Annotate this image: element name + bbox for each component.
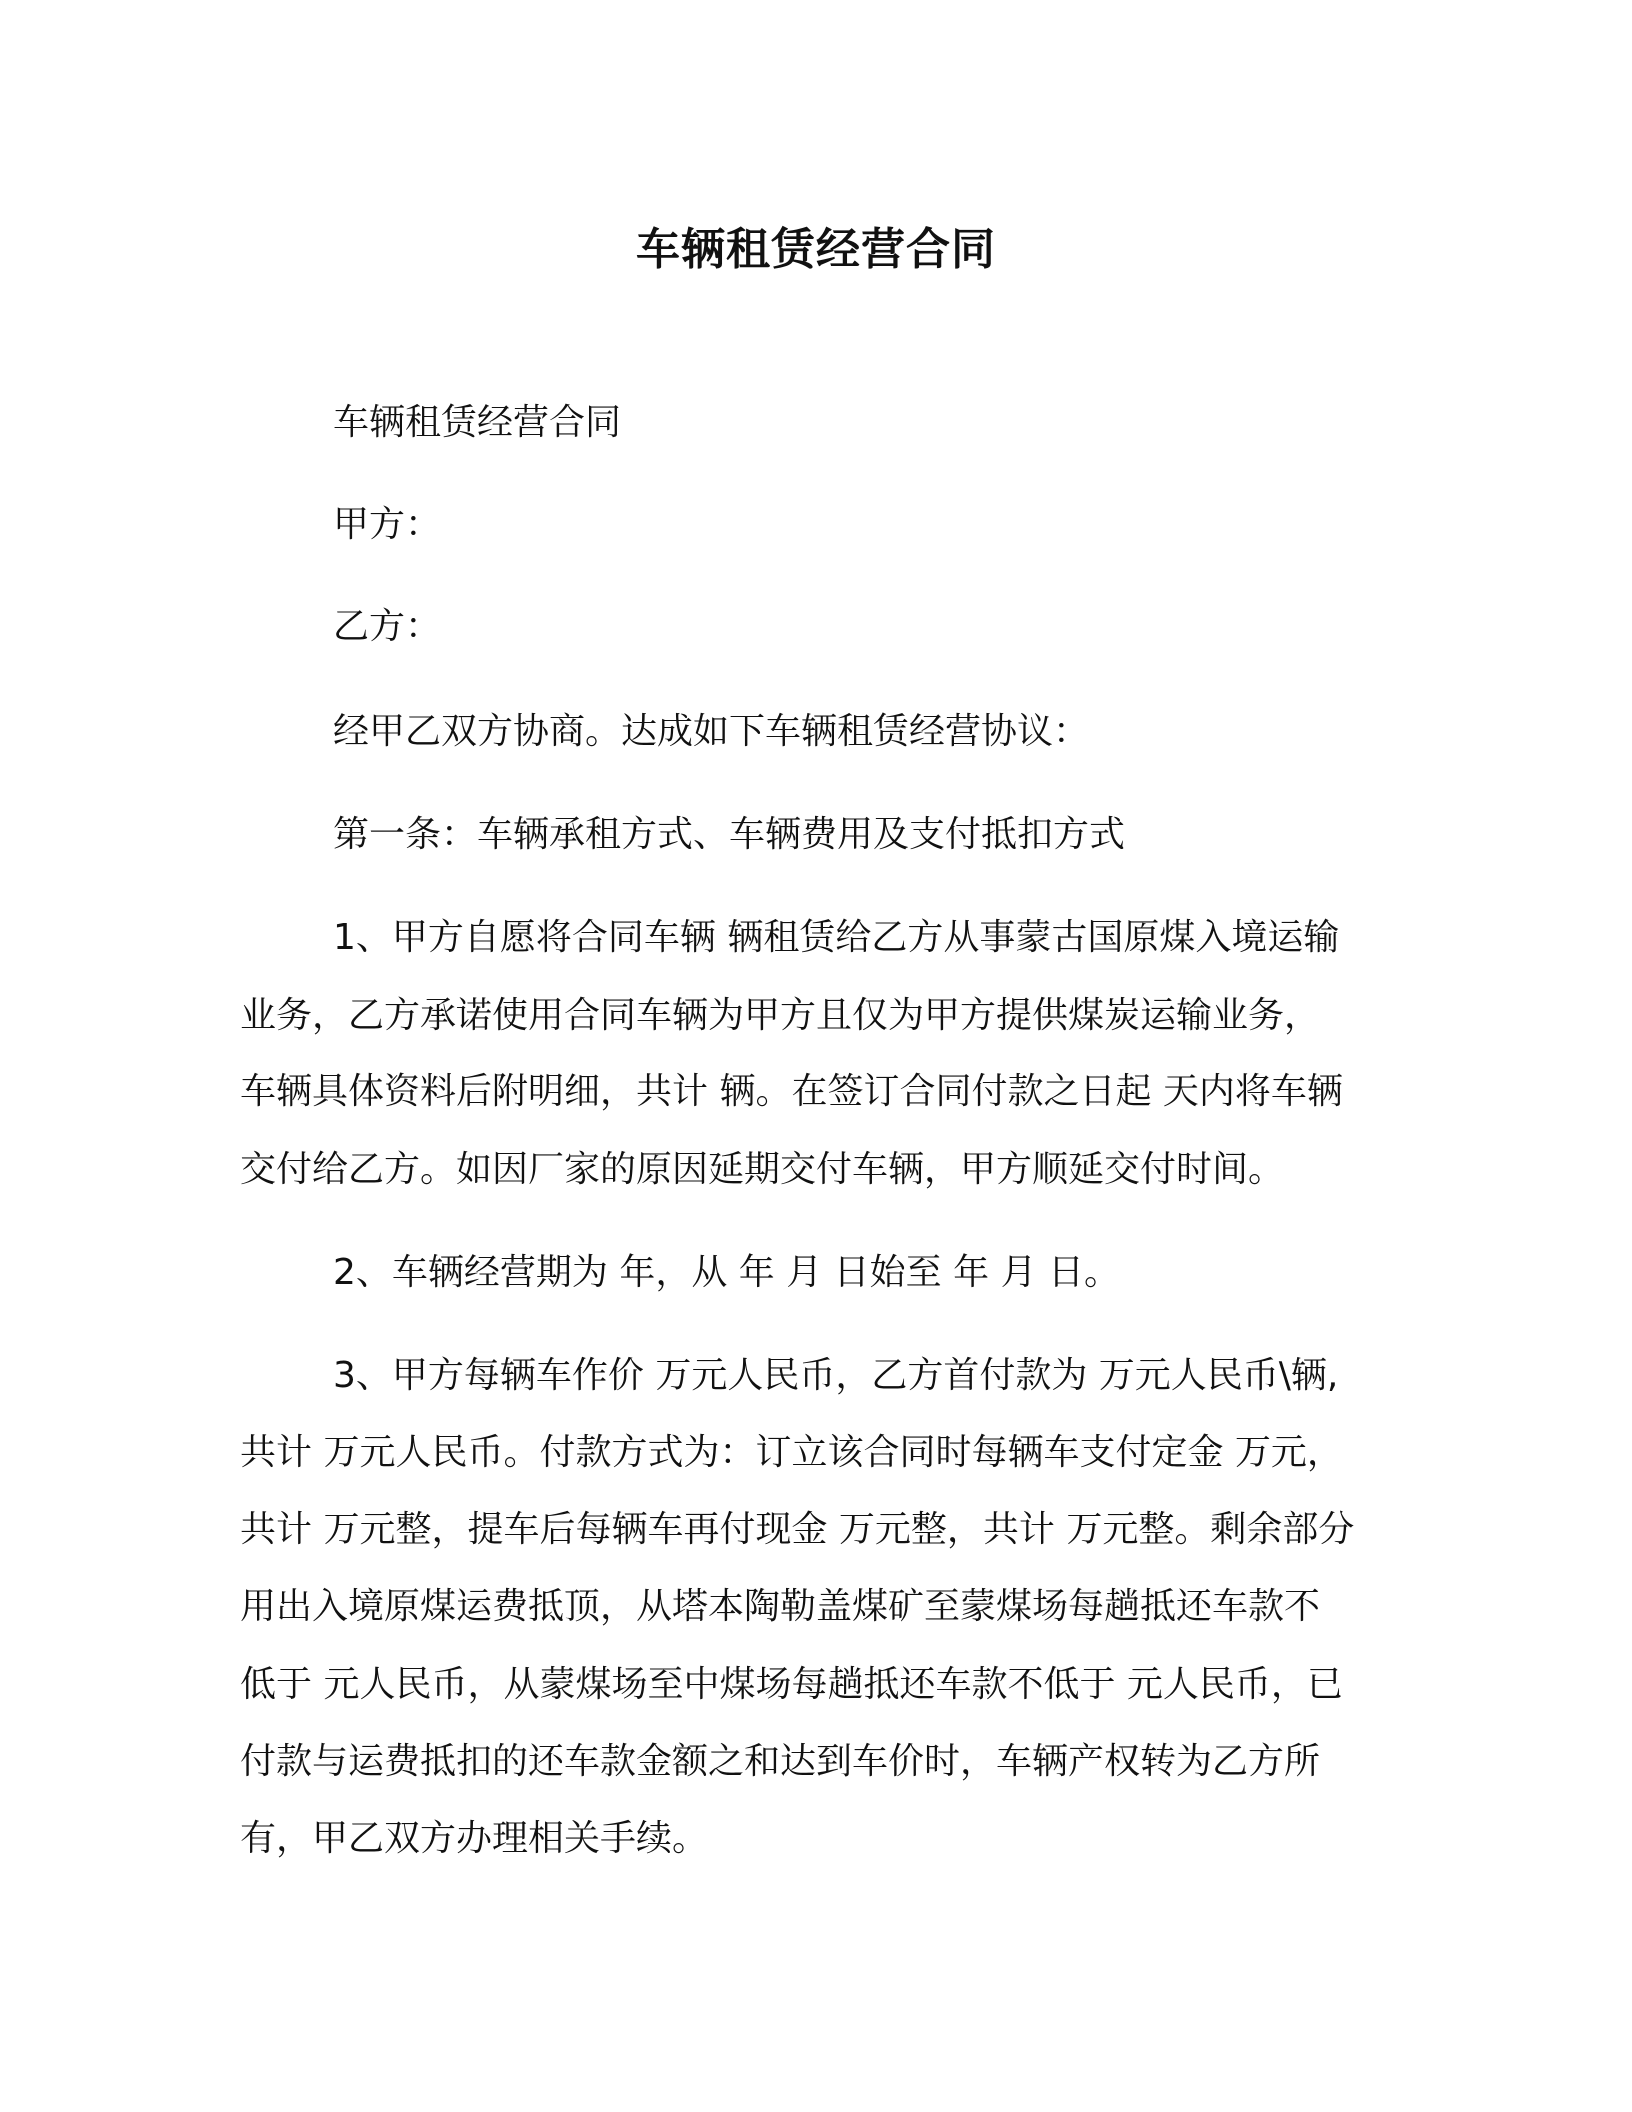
item-3-line: 3、甲方每辆车作价 万元人民币，乙方首付款为 万元人民币\辆, xyxy=(333,1355,1339,1396)
item-1-line: 1、甲方自愿将合同车辆 辆租赁给乙方从事蒙古国原煤入境运输 xyxy=(333,917,1340,958)
document-title: 车辆租赁经营合同 xyxy=(636,224,996,275)
item-2-paragraph: 2、车辆经营期为 年，从 年 月 日始至 年 月 日。 xyxy=(333,1252,1121,1293)
item-3-line: 共计 万元整，提车后每辆车再付现金 万元整，共计 万元整。剩余部分 xyxy=(240,1509,1355,1550)
item-3-line: 共计 万元人民币。付款方式为：订立该合同时每辆车支付定金 万元， xyxy=(240,1432,1343,1473)
item-3-line: 用出入境原煤运费抵顶，从塔本陶勒盖煤矿至蒙煤场每趟抵还车款不 xyxy=(240,1586,1321,1627)
item-3-line: 低于 元人民币，从蒙煤场至中煤场每趟抵还车款不低于 元人民币，已 xyxy=(240,1664,1343,1705)
party-a-label: 甲方： xyxy=(333,504,442,545)
item-1-line: 业务，乙方承诺使用合同车辆为甲方且仅为甲方提供煤炭运输业务， xyxy=(240,995,1321,1036)
item-3-line: 付款与运费抵扣的还车款金额之和达到车价时，车辆产权转为乙方所 xyxy=(240,1741,1321,1782)
item-1-line: 交付给乙方。如因厂家的原因延期交付车辆，甲方顺延交付时间。 xyxy=(240,1149,1285,1190)
party-b-label: 乙方： xyxy=(333,606,442,647)
item-1-line: 车辆具体资料后附明细，共计 辆。在签订合同付款之日起 天内将车辆 xyxy=(240,1071,1343,1112)
article-1-title: 第一条：车辆承租方式、车辆费用及支付抵扣方式 xyxy=(333,814,1126,855)
preamble: 经甲乙双方协商。达成如下车辆租赁经营协议： xyxy=(333,711,1090,752)
item-3-line: 有，甲乙双方办理相关手续。 xyxy=(240,1818,709,1859)
contract-heading: 车辆租赁经营合同 xyxy=(333,402,622,443)
